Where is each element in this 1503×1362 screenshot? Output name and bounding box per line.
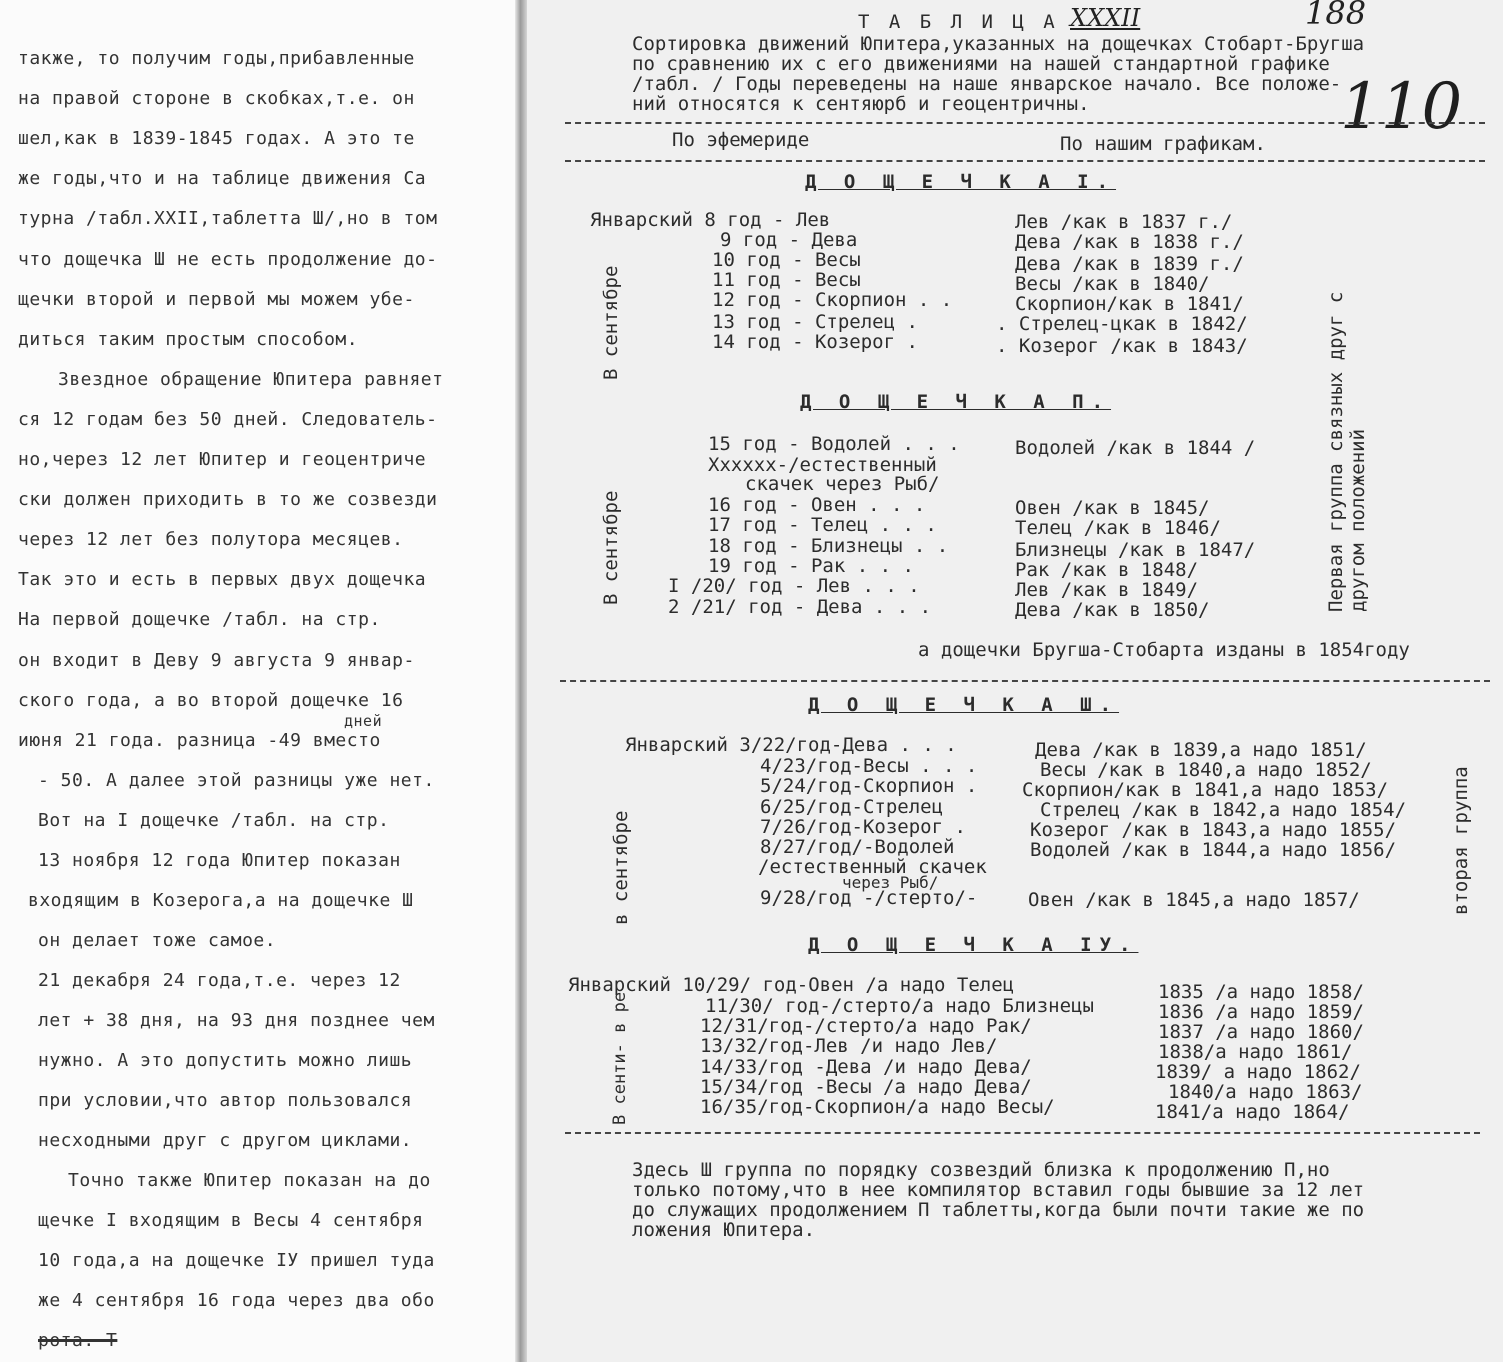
left-line-struck: рота. Т: [38, 1330, 118, 1351]
tablet-2-heading: Д О Щ Е Ч К А П.: [800, 391, 1112, 413]
divider: [565, 1132, 1480, 1134]
left-line: через 12 лет без полутора месяцев.: [18, 529, 404, 550]
tablet-1-row-a: 12 год - Скорпион . .: [712, 289, 953, 311]
left-line: На первой дощечке /табл. на стр.: [18, 609, 381, 630]
left-line: щечке I входящим в Весы 4 сентября: [38, 1210, 424, 1231]
tablet-1-row-a: 9 год - Дева: [720, 229, 858, 251]
tablet-3-row-b: Весы /как в 1840,а надо 1852/: [1040, 759, 1372, 781]
tablet-4-heading: Д О Щ Е Ч К А IУ.: [808, 934, 1139, 956]
tablet-4-row-a: 13/32/год-Лев /и надо Лев/: [700, 1035, 998, 1057]
tablet-2-row-b: Дева /как в 1850/: [1015, 599, 1210, 621]
left-line: также, то получим годы,прибавленные: [18, 48, 415, 69]
tablet-2-side-label: В сентябре: [600, 490, 622, 605]
page-gutter: [515, 0, 527, 1362]
left-line: же годы,что и на таблице движения Са: [18, 168, 427, 189]
tablet-1-row-b: . Козерог /как в 1843/: [996, 335, 1248, 357]
left-line: Точно также Юпитер показан на до: [68, 1170, 431, 1191]
divider: [565, 122, 1485, 124]
left-line: нужно. А это допустить можно лишь: [38, 1050, 413, 1071]
tablet-3-row-a: 5/24/год-Скорпион .: [760, 775, 978, 797]
tablet-3-row-a: 8/27/год/-Водолей: [760, 836, 955, 858]
left-line: ского года, а во второй дощечке 16: [18, 690, 404, 711]
left-line: щечки второй и первой мы можем убе-: [18, 289, 415, 310]
tablet-1-row-b: Лев /как в 1837 г./: [1015, 211, 1233, 233]
left-line: ся 12 годам без 50 дней. Следователь-: [18, 409, 438, 430]
tablet-3-heading: Д О Щ Е Ч К А Ш.: [808, 694, 1120, 716]
page-number: 188: [1305, 0, 1367, 32]
tablet-1-row-a: 10 год - Весы: [712, 249, 861, 271]
left-line: июня 21 года. разница -49 вместо: [18, 730, 381, 751]
tablet-3-side-label: в сентябре: [610, 810, 632, 925]
tablet-1-row-b: . Стрелец-цкак в 1842/: [996, 313, 1248, 335]
tablet-3-row-b: Козерог /как в 1843,а надо 1855/: [1030, 819, 1397, 841]
left-line: 21 декабря 24 года,т.е. через 12: [38, 970, 401, 991]
tablet-2-row-a: 2 /21/ год - Дева . . .: [668, 596, 932, 618]
tablet-2-row-b: Рак /как в 1848/: [1015, 559, 1199, 581]
column-header-graphics: По нашим графикам.: [1060, 133, 1266, 155]
left-line: что дощечка Ш не есть продолжение до-: [18, 249, 438, 270]
left-interline-word: дней: [344, 712, 383, 730]
left-line: 10 года,а на дощечке IУ пришел туда: [38, 1250, 435, 1271]
page-number-handwritten: 110: [1340, 70, 1463, 144]
tablet-4-row-b: 1837 /а надо 1860/: [1158, 1021, 1364, 1043]
tablet-1-row-b: Дева /как в 1839 г./: [1015, 253, 1244, 275]
tablet-1-row-a: 14 год - Козерог .: [712, 331, 918, 353]
table-number: ХХХII: [1070, 4, 1141, 32]
left-line: на правой стороне в скобках,т.е. он: [18, 88, 415, 109]
footer-line: ложения Юпитера.: [632, 1219, 816, 1241]
tablet-3-row-a: через Рыб/: [842, 873, 939, 892]
tablet-2-row-b: Лев /как в 1849/: [1015, 579, 1199, 601]
tablet-4-row-b: 1836 /а надо 1859/: [1158, 1001, 1364, 1023]
tablet-4-row-a: 14/33/год -Дева /и надо Дева/: [700, 1056, 1032, 1078]
tablet-2-row-a: 19 год - Рак . . .: [708, 555, 914, 577]
intro-line: Сортировка движений Юпитера,указанных на дощечках Стобарт-Бругша: [632, 33, 1365, 55]
group-1-label: другом положений: [1347, 428, 1369, 612]
tablet-1-side-label: В сентябре: [600, 265, 622, 380]
tablet-3-row-a: 9/28/год -/стерто/-: [760, 887, 978, 909]
footer-line: только потому,что в нее компилятор вставил годы бывшие за 12 лет: [632, 1179, 1365, 1201]
tablet-1-row-a: 11 год - Весы: [712, 269, 861, 291]
column-header-ephemeris: По эфемериде: [672, 129, 810, 151]
left-line: турна /табл.XXII,таблетта Ш/,но в том: [18, 208, 438, 229]
left-line: шел,как в 1839-1845 годах. А это те: [18, 128, 415, 149]
tablet-3-row-b: Стрелец /как в 1842,а надо 1854/: [1040, 799, 1407, 821]
tablet-2-row-a: I /20/ год - Лев . . .: [668, 575, 920, 597]
tablet-3-row-a: Январский 3/22/год-Дева . . .: [625, 734, 957, 756]
left-page: [0, 0, 515, 1362]
left-line: он делает тоже самое.: [38, 930, 277, 951]
divider: [565, 160, 1485, 162]
left-line: он входит в Деву 9 августа 9 январ-: [18, 650, 415, 671]
left-line: Вот на I дощечке /табл. на стр.: [38, 810, 390, 831]
tablet-3-row-a: 4/23/год-Весы . . .: [760, 755, 978, 777]
tablet-4-row-b: 1838/а надо 1861/: [1158, 1041, 1353, 1063]
left-line: ски должен приходить в то же созвезди: [18, 489, 438, 510]
tablet-1-row-a: 13 год - Стрелец .: [712, 311, 918, 333]
tablet-2-row-a: 15 год - Водолей . . .: [708, 433, 960, 455]
tablet-4-row-a: 12/31/год-/стерто/а надо Рак/: [700, 1015, 1032, 1037]
tablet-4-row-a: Январский 10/29/ год-Овен /а надо Телец: [568, 974, 1015, 996]
left-line: но,через 12 лет Юпитер и геоцентриче: [18, 449, 427, 470]
tablet-1-row-b: Скорпион/как в 1841/: [1015, 293, 1244, 315]
left-line: несходными друг с другом циклами.: [38, 1130, 413, 1151]
tablet-1-row-b: Дева /как в 1838 г./: [1015, 231, 1244, 253]
group-2-label: вторая группа: [1450, 766, 1472, 915]
tablet-2-row-b: Близнецы /как в 1847/: [1015, 539, 1256, 561]
tablet-2-row-a: 17 год - Телец . . .: [708, 514, 937, 536]
left-line: 13 ноября 12 года Юпитер показан: [38, 850, 401, 871]
tablet-3-row-b: Водолей /как в 1844,а надо 1856/: [1030, 839, 1397, 861]
tablet-3-row-b: Дева /как в 1839,а надо 1851/: [1035, 739, 1367, 761]
tablet-3-row-b: Скорпион/как в 1841,а надо 1853/: [1022, 779, 1389, 801]
left-line: Звездное обращение Юпитера равняет: [58, 369, 444, 390]
left-line: же 4 сентября 16 года через два обо: [38, 1290, 435, 1311]
tablet-2-row-a: Xхxxxx-/естественный: [708, 454, 937, 476]
left-line: при условии,что автор пользовался: [38, 1090, 413, 1111]
tablet-2-note: а дощечки Бругша-Стобарта изданы в 1854году: [918, 639, 1410, 661]
tablet-3-row-a: 7/26/год-Козерог .: [760, 816, 966, 838]
tablet-1-heading: Д О Щ Е Ч К А I.: [805, 171, 1117, 193]
tablet-2-row-a: 18 год - Близнецы . .: [708, 535, 949, 557]
tablet-2-row-b: Водолей /как в 1844 /: [1015, 437, 1256, 459]
tablet-4-row-a: 11/30/ год-/стерто/а надо Близнецы: [705, 995, 1094, 1017]
tablet-4-side-label: В сенти- в ре: [610, 991, 630, 1125]
tablet-2-row-b: Овен /как в 1845/: [1015, 497, 1210, 519]
tablet-4-row-b: 1840/а надо 1863/: [1168, 1081, 1363, 1103]
tablet-4-row-a: 16/35/год-Скорпион/а надо Весы/: [700, 1096, 1055, 1118]
left-line: лет + 38 дня, на 93 дня позднее чем: [38, 1010, 435, 1031]
intro-line: ний относятся к сентяюрб и геоцентричны.: [632, 93, 1090, 115]
tablet-3-row-b: Овен /как в 1845,а надо 1857/: [1028, 889, 1360, 911]
left-line: Так это и есть в первых двух дощечка: [18, 569, 427, 590]
left-line: диться таким простым способом.: [18, 329, 359, 350]
left-line: - 50. А далее этой разницы уже нет.: [38, 770, 435, 791]
footer-line: до служащих продолжением П таблетты,когда были почти такие же по: [632, 1199, 1365, 1221]
tablet-3-row-a: /естественный скачек: [758, 856, 987, 878]
tablet-2-row-a: 16 год - Овен . . .: [708, 494, 926, 516]
intro-line: /табл. / Годы переведены на наше январское начало. Все положе-: [632, 73, 1342, 95]
tablet-4-row-a: 15/34/год -Весы /а надо Дева/: [700, 1076, 1032, 1098]
table-title: Т А Б Л И Ц А: [858, 11, 1059, 33]
tablet-1-row-b: Весы /как в 1840/: [1015, 273, 1210, 295]
left-line: входящим в Козерога,а на дощечке Ш: [28, 890, 414, 911]
tablet-1-row-a: Январский 8 год - Лев: [590, 209, 831, 231]
tablet-2-row-b: Телец /как в 1846/: [1015, 517, 1221, 539]
footer-line: Здесь Ш группа по порядку созвездий близка к продолжению П,но: [632, 1159, 1330, 1181]
tablet-4-row-b: 1835 /а надо 1858/: [1158, 981, 1364, 1003]
tablet-2-row-a: скачек через Рыб/: [745, 473, 940, 495]
tablet-4-row-b: 1839/ а надо 1862/: [1155, 1061, 1361, 1083]
intro-line: по сравнению их с его движениями на нашей стандартной графике: [632, 53, 1330, 75]
tablet-4-row-b: 1841/а надо 1864/: [1155, 1101, 1350, 1123]
divider: [560, 680, 1490, 682]
group-1-label: Первая группа связных друг с: [1325, 291, 1347, 612]
tablet-3-row-a: 6/25/год-Стрелец: [760, 796, 944, 818]
